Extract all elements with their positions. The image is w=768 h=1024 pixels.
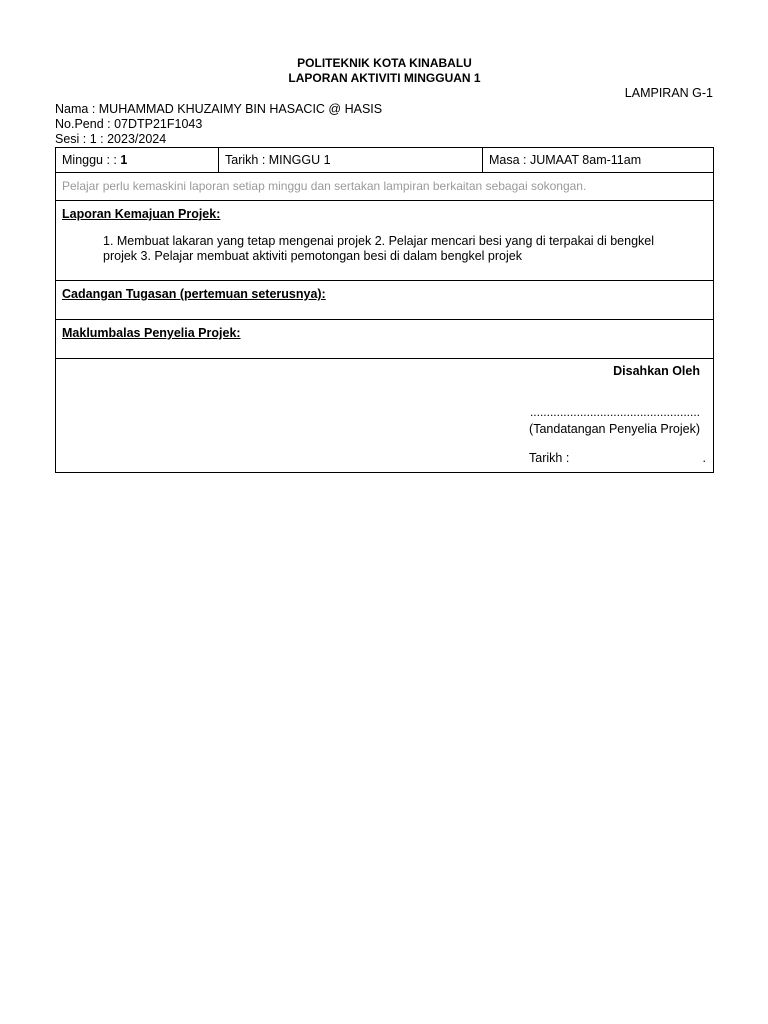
next-task-row — [56, 281, 714, 320]
time-text: Masa : JUMAAT 8am-11am — [489, 153, 642, 167]
progress-cell — [56, 201, 714, 281]
feedback-title: Maklumbalas Penyelia Projek: — [62, 326, 241, 340]
report-title: LAPORAN AKTIVITI MINGGUAN 1 — [288, 71, 481, 85]
week-cell — [56, 148, 219, 173]
signature-date-label: Tarikh : — [529, 451, 570, 465]
institution-title: POLITEKNIK KOTA KINABALU — [297, 56, 472, 70]
signature-block — [56, 359, 713, 471]
date-text: Tarikh : MINGGU 1 — [225, 153, 331, 167]
progress-text: 1. Membuat lakaran yang tetap mengenai projek 2. Pelajar mencari besi yang di terpakai di bengkel projek 3. Pelajar membuat aktiviti pemotongan besi di dalam bengkel projek — [103, 234, 655, 263]
time-cell — [483, 148, 714, 173]
attachment-code: LAMPIRAN G-1 — [624, 86, 713, 100]
feedback-cell — [56, 320, 714, 359]
signature-date-end: . — [702, 451, 706, 465]
week-value: 1 — [120, 153, 128, 167]
next-task-title: Cadangan Tugasan (pertemuan seterusnya): — [62, 287, 326, 301]
approved-by-label: Disahkan Oleh — [613, 364, 700, 378]
report-table — [55, 147, 714, 473]
progress-title: Laporan Kemajuan Projek: — [62, 207, 221, 221]
date-cell — [219, 148, 483, 173]
progress-row — [56, 201, 714, 281]
report-page — [55, 56, 714, 473]
next-task-cell — [56, 281, 714, 320]
student-registration: No.Pend : 07DTP21F1043 — [55, 117, 203, 131]
feedback-row — [56, 320, 714, 359]
signature-line: ................................................... — [529, 405, 700, 419]
note-row — [56, 173, 714, 201]
signature-row — [56, 359, 714, 473]
instruction-note: Pelajar perlu kemaskini laporan setiap minggu dan sertakan lampiran berkaitan sebagai sokongan. — [56, 173, 714, 201]
signature-cell — [56, 359, 714, 473]
week-row — [56, 148, 714, 173]
student-name: Nama : MUHAMMAD KHUZAIMY BIN HASACIC @ HASIS — [55, 102, 383, 116]
signature-label: (Tandatangan Penyelia Projek) — [529, 422, 700, 436]
student-session: Sesi : 1 : 2023/2024 — [55, 132, 167, 146]
week-label: Minggu : : — [62, 153, 121, 167]
